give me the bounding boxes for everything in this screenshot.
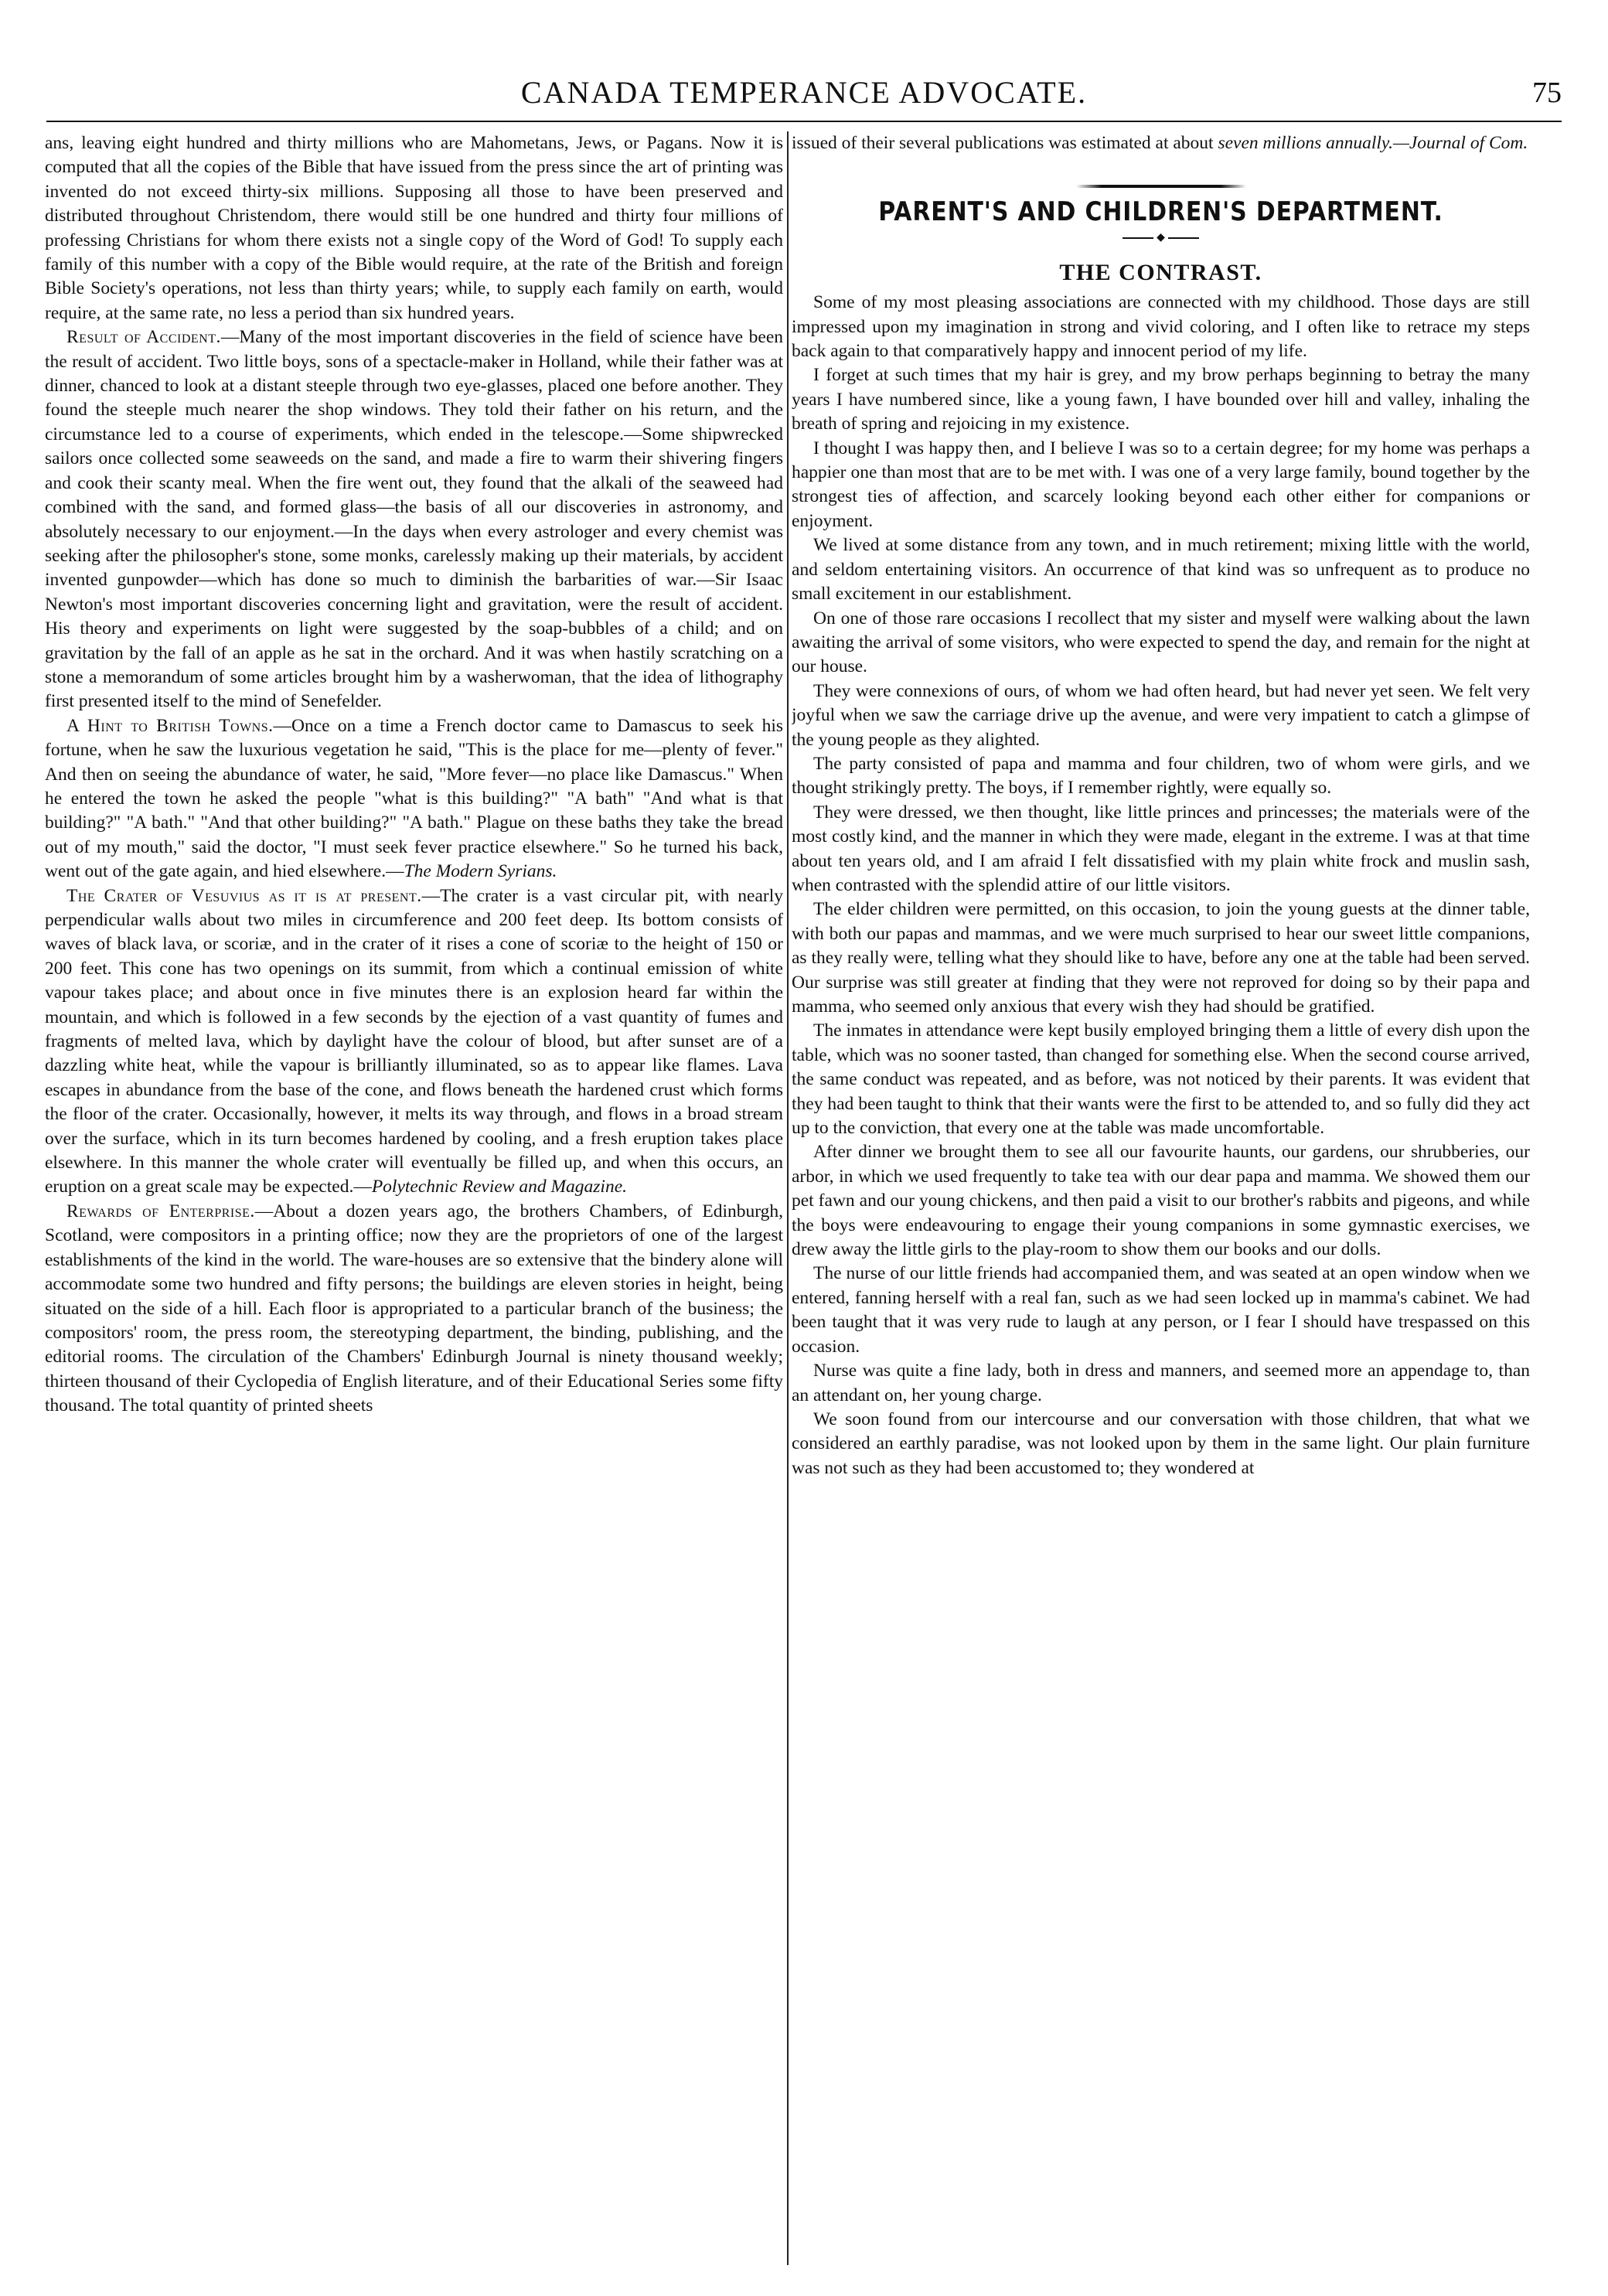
section-heading: The Crater of Vesuvius as it is at present. <box>66 885 422 906</box>
department-rule <box>1076 185 1246 188</box>
result-of-accident-paragraph <box>45 325 783 714</box>
ornament-line <box>1123 237 1153 239</box>
article-title: THE CONTRAST. <box>1059 259 1262 285</box>
article-paragraph: The nurse of our little friends had accompanied them, and was seated at an open window when we entered, fanning herself with a real fan, such as we had seen locked up in mamma's cabinet. We had been taught that it was very rude to laugh at any person, or I fear I should have trespassed on this occasion. <box>792 1263 1530 1357</box>
article-paragraph: Some of my most pleasing associations are connected with my childhood. Those days are still impressed upon my imagination in strong and vivid coloring, and I often like to retrace my steps back again to that comparatively happy and innocent period of my life. <box>792 292 1530 362</box>
right-column <box>792 131 1530 2273</box>
page-number: 75 <box>1532 77 1562 109</box>
article-paragraph: I forget at such times that my hair is grey, and my brow perhaps beginning to betray the many years I have numbered since, like a young fawn, I have bounded over hill and valley, inhaling the breath of spring and rejoicing in my existence. <box>792 365 1530 434</box>
column-divider <box>787 131 789 2265</box>
bible-copies-paragraph: ans, leaving eight hundred and thirty millions who are Mahometans, Jews, or Pagans. Now it is computed that all the copies of the Bible that have issued from the press since the art of printing was invented do not exceed thirty-six millions. Supposing all those to have been preserved and distributed throughout Christendom, there would still be one hundred and thirty four millions of professing Christians for whom there exists not a single copy of the Word of God! To supply each family of this number with a copy of the Bible would require, at the rate of the British and foreign Bible Society's operations, not less than thirty years; while, to supply each family on earth, would require, at the same rate, no less a period than six hundred years. <box>45 133 783 323</box>
source-citation: Polytechnic Review and Magazine. <box>371 1177 628 1197</box>
paragraph-body: —Many of the most important discoveries in the field of science have been the result of accident. Two little boys, sons of a spectacle-maker in Holland, while their father was at dinner, chanced to look at a distant steeple through two eye-glasses, placed one before another. They found the steeple much nearer the shop windows. They told their father on his return, and the circumstance led to a course of experiments, which ended in the telescope.—Some shipwrecked sailors once collected some seaweeds on the sand, and made a fire to warm their shivering fingers and cook their scanty meal. When the fire went out, they found that the alkali of the seaweed had combined with the sand, and formed glass—the basis of all our discoveries in astronomy, and absolutely necessary to our enjoyment.—In the days when every astrologer and every chemist was seeking after the philosopher's stone, some monks, carelessly making up their materials, by accident invented gunpowder—which has done so much to diminish the barbarities of war.—Sir Isaac Newton's most important discoveries concerning light and gravitation, were the result of accident. His theory and experiments on light were suggested by the soap-bubbles of a child; and on gravitation by the fall of an apple as he sat in the orchard. And it was when hastily scratching on a stone a memorandum of some articles brought him by a washerwoman, that the idea of lithography first presented itself to the mind of Senefelder. <box>45 327 783 712</box>
paragraph-body: —About a dozen years ago, the brothers Chambers, of Edinburgh, Scotland, were compositors in a printing office; now they are the proprietors of one of the largest establishments of the kind in the world. The ware-houses are so extensive that the bindery alone will accommodate some two hundred and fifty persons; the buildings are eleven stories in height, being situated on the side of a hill. Each floor is appropriated to a particular branch of the business; the compositors' room, the press room, the stereotyping department, the binding, publishing, and the editorial rooms. The circulation of the Chambers' Edinburgh Journal is ninety thousand weekly; thirteen thousand of their Cyclopedia of English literature, and of their Educational Series some fifty thousand. The total quantity of printed sheets <box>45 1201 783 1416</box>
paragraph-body: issued of their several publications was estimated at about <box>792 133 1214 153</box>
article-paragraph: We soon found from our intercourse and our conversation with those children, that what we considered an earthly paradise, was not looked upon by them in the same light. Our plain furniture was not such as they had been accustomed to; they wondered at <box>792 1409 1530 1478</box>
continued-paragraph <box>792 131 1530 155</box>
ornament-divider <box>792 233 1530 244</box>
section-heading: Rewards of Enterprise. <box>66 1201 255 1221</box>
paragraph-body: —The crater is a vast circular pit, with nearly perpendicular walls about two miles in circumference and 200 feet deep. Its bottom consists of waves of black lava, or scoriæ, and in the crater of it rises a cone of scoriæ to the height of 150 or 200 feet. This cone has two openings on its summit, from which a continual emission of white vapour takes place; and about once in five minutes there is an explosion heard far within the mountain, and which is followed in a few seconds by the ejection of a vast quantity of fumes and fragments of melted lava, which by daylight have the colour of blood, but after sunset are of a dazzling white heat, while the vapour is brilliantly illuminated, so as to appear like flames. Lava escapes in abundance from the base of the cone, and flows beneath the hardened crust which forms the floor of the crater. Occasionally, however, it melts its way through, and flows in a broad stream over the surface, which in its turn becomes hardened by cooling, and a fresh eruption takes place elsewhere. In this manner the whole crater will eventually be filled up, and when this occurs, an eruption on a great scale may be expected.— <box>45 885 783 1197</box>
ornament-line <box>1168 237 1199 239</box>
source-citation: The Modern Syrians. <box>404 861 557 882</box>
source-citation: seven millions annually.—Journal of Com. <box>1218 133 1528 153</box>
article-paragraph: I thought I was happy then, and I believe I was so to a certain degree; for my home was perhaps a happier one than most that are to be met with. I was one of a very large family, bound together by the strongest ties of affection, and scarcely looking beyond each other either for companions or enjoyment. <box>792 438 1530 531</box>
paragraph-body: —Once on a time a French doctor came to Damascus to seek his fortune, when he saw the luxurious vegetation he said, "This is the place for me—plenty of fever." And then on seeing the abundance of water, he said, "More fever—no place like Damascus." When he entered the town he asked the people "what is this building?" "A bath" "And what is that building?" "A bath." "And that other building?" "A bath." Plague on these baths they take the bread out of my mouth," said the doctor, "I must seek fever practice elsewhere." So he turned his back, went out of the gate again, and hied elsewhere.— <box>45 715 783 882</box>
section-heading: Result of Accident. <box>66 327 221 348</box>
department-title: PARENT'S AND CHILDREN'S DEPARTMENT. <box>878 196 1443 228</box>
article-paragraph: On one of those rare occasions I recollect that my sister and myself were walking about the lawn awaiting the arrival of some visitors, who were expected to spend the day, and remain for the night at our house. <box>792 608 1530 677</box>
article-paragraph: The inmates in attendance were kept busily employed bringing them a little of every dish upon the table, which was no sooner tasted, than changed for something else. When the second course arrived, the same conduct was repeated, and as before, was not noticed by their parents. It was evident that they had been taught to think that their wants were the first to be attended to, and so fully did they act up to the conviction, that every one at the table was made uncomfortable. <box>792 1020 1530 1139</box>
diamond-icon: ◆ <box>1157 231 1165 244</box>
hint-to-british-towns-paragraph <box>45 714 783 884</box>
article-paragraph: We lived at some distance from any town, and in much retirement; mixing little with the world, and seldom entertaining visitors. An occurrence of that kind was so unfrequent as to produce no small excitement in our establishment. <box>792 535 1530 605</box>
article-body <box>792 291 1530 1480</box>
article-paragraph: Nurse was quite a fine lady, both in dress and manners, and seemed more an appendage to, than an attendant on, her young charge. <box>792 1361 1530 1405</box>
article-paragraph: The party consisted of papa and mamma and four children, two of whom were girls, and we thought strikingly pretty. The boys, if I remember rightly, were equally so. <box>792 753 1530 799</box>
article-paragraph: The elder children were permitted, on this occasion, to join the young guests at the dinner table, with both our papas and mammas, and we were much surprised to hear our sweet little companions, as they really were, telling what they should like to have, before any one at the table had been served. Our surprise was still greater at finding that they were not reproved for doing so by their papa and mamma, who seemed only anxious that every wish they had should be gratified. <box>792 899 1530 1017</box>
rewards-of-enterprise-paragraph <box>45 1200 783 1419</box>
article-paragraph: After dinner we brought them to see all our favourite haunts, our gardens, our shrubberies, our arbor, in which we used frequently to take tea with our dear papa and mamma. We showed them our pet fawn and our young chickens, and then paid a visit to our brother's rabbits and pigeons, and while the boys were endeavouring to engage their young companions in some gymnastic exercises, we drew away the little girls to the play-room to show them our books and our dolls. <box>792 1142 1530 1260</box>
page-header <box>46 74 1562 122</box>
article-paragraph: They were connexions of ours, of whom we had often heard, but had never yet seen. We felt very joyful when we saw the carriage drive up the avenue, and were very impatient to catch a glimpse of the young people as they alighted. <box>792 680 1530 750</box>
running-title: CANADA TEMPERANCE ADVOCATE. <box>520 75 1088 110</box>
section-heading: A Hint to British Towns. <box>66 715 274 736</box>
article-paragraph: They were dressed, we then thought, like little princes and princesses; the materials were of the most costly kind, and the manner in which they were made, elegant in the extreme. I was at that time about ten years old, and I am afraid I felt dissatisfied with my plain white frock and muslin sash, when contrasted with the splendid attire of our little visitors. <box>792 802 1530 895</box>
crater-of-vesuvius-paragraph <box>45 884 783 1200</box>
left-column <box>45 131 783 2273</box>
